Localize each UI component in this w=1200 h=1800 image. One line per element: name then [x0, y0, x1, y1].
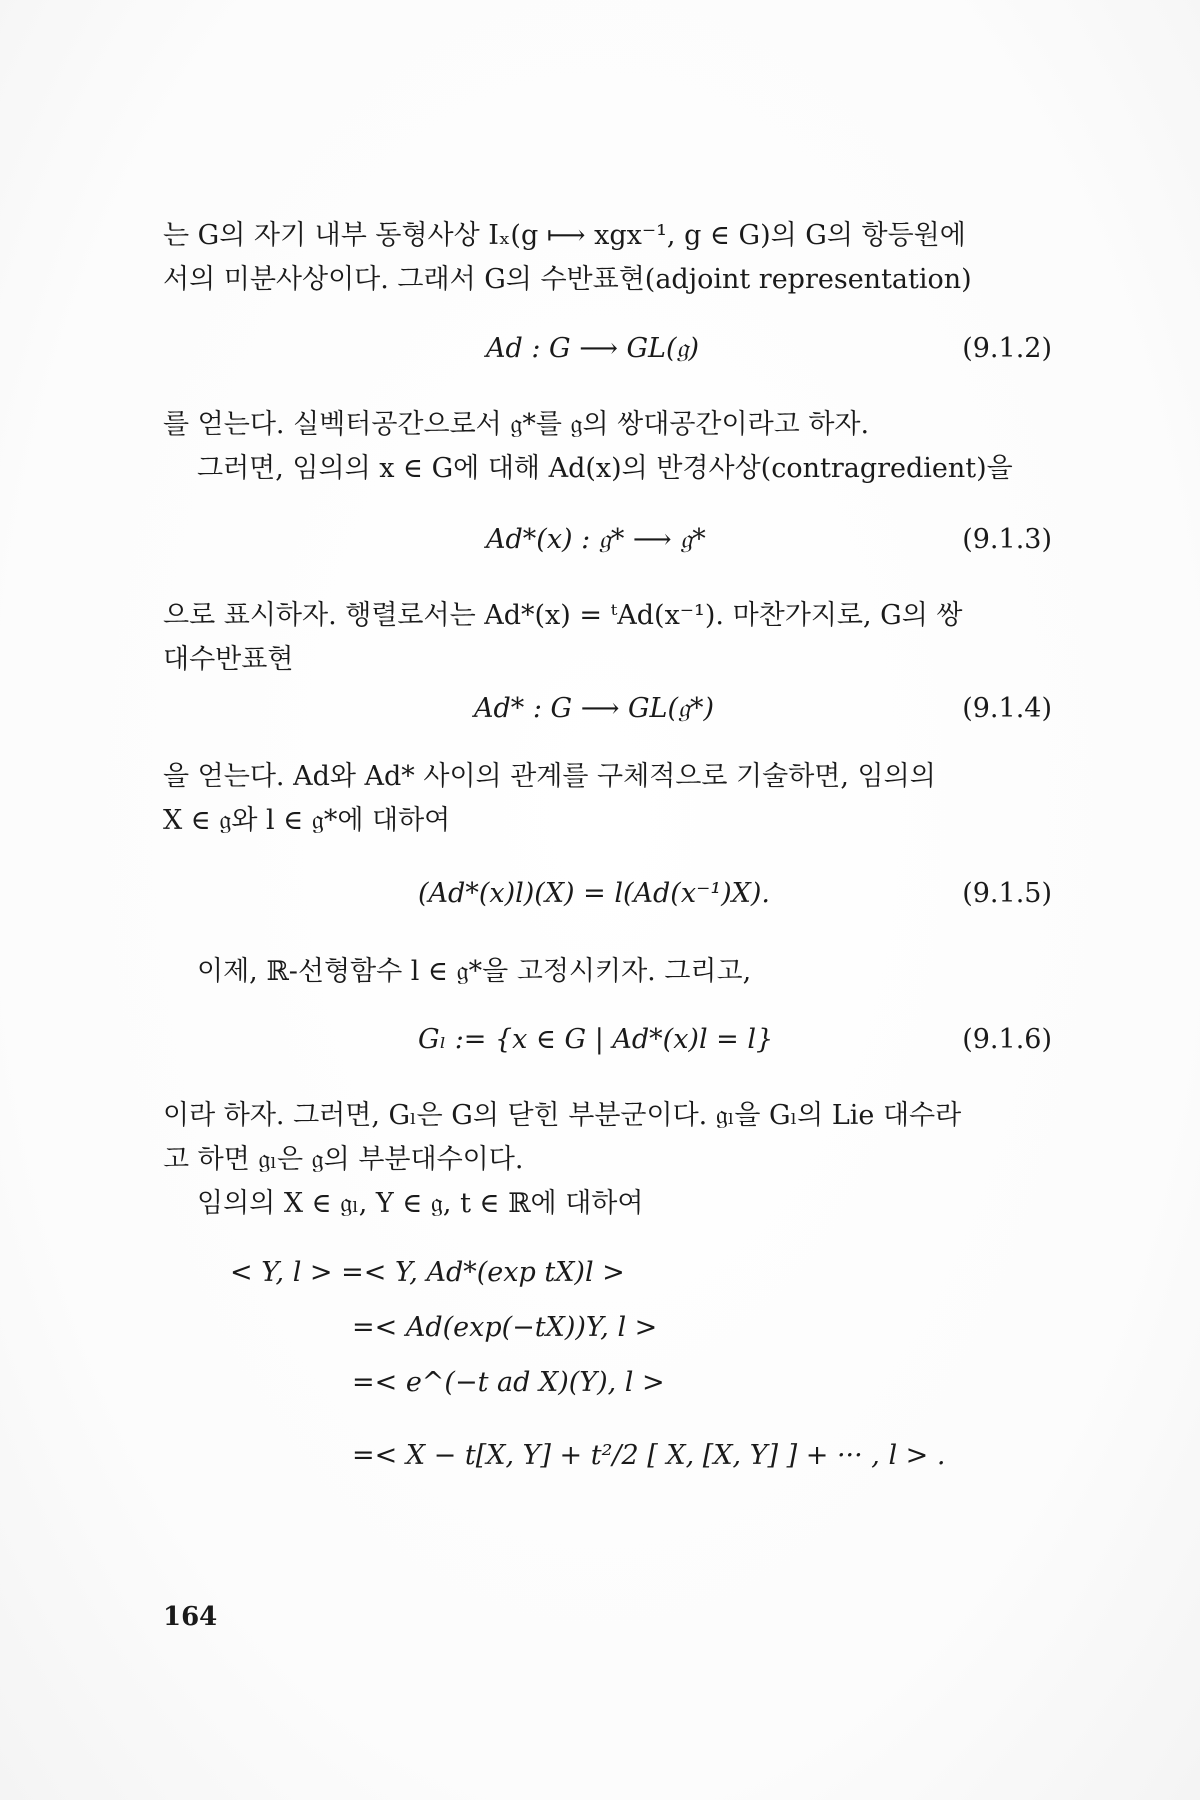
text-line: 으로 표시하자. 행렬로서는 Ad*(x) = ᵗAd(x⁻¹). 마찬가지로, G의 쌍 — [163, 600, 963, 631]
text-line: 이제, ℝ-선형함수 l ∈ 𝔤*을 고정시키자. 그리고, — [197, 956, 752, 987]
text-line: 이라 하자. 그러면, Gₗ은 G의 닫힌 부분군이다. 𝔤ₗ을 Gₗ의 Lie 대수라 — [163, 1100, 962, 1131]
paragraph-2 — [163, 403, 1053, 491]
equation-number: (9.1.4) — [962, 693, 1052, 724]
equation-9-1-5: (Ad*(x)l)(X) = l(Ad(x⁻¹)X). — [418, 878, 771, 909]
equation-9-1-6: Gₗ := {x ∈ G | Ad*(x)l = l} — [418, 1024, 774, 1055]
equation-number: (9.1.6) — [962, 1024, 1052, 1055]
derivation-line-4: =< X − t[X, Y] + t²/2 [ X, [X, Y] ] + ··· , l > . — [352, 1440, 946, 1471]
derivation-line-1: < Y, l > =< Y, Ad*(exp tX)l > — [230, 1257, 625, 1288]
text-line: 대수반표현 — [163, 644, 294, 675]
paragraph-1 — [163, 214, 1053, 302]
equation-9-1-3: Ad*(x) : 𝔤* ⟶ 𝔤* — [486, 524, 706, 555]
text-line: 임의의 X ∈ 𝔤ₗ, Y ∈ 𝔤, t ∈ ℝ에 대하여 — [197, 1188, 644, 1219]
paragraph-3 — [163, 594, 1053, 682]
equation-9-1-4: Ad* : G ⟶ GL(𝔤*) — [474, 693, 715, 724]
equation-number: (9.1.3) — [962, 524, 1052, 555]
text-line: 그러면, 임의의 x ∈ G에 대해 Ad(x)의 반경사상(contragredient)을 — [197, 453, 1013, 484]
text-line: 를 얻는다. 실벡터공간으로서 𝔤*를 𝔤의 쌍대공간이라고 하자. — [163, 409, 870, 440]
equation-9-1-2: Ad : G ⟶ GL(𝔤) — [486, 333, 700, 364]
text-line: 고 하면 𝔤ₗ은 𝔤의 부분대수이다. — [163, 1144, 524, 1175]
equation-number: (9.1.5) — [962, 878, 1052, 909]
paragraph-5 — [163, 950, 1053, 994]
page-number: 164 — [163, 1602, 218, 1632]
text-line: 서의 미분사상이다. 그래서 G의 수반표현(adjoint representation) — [163, 264, 972, 295]
derivation-line-3: =< e^(−t ad X)(Y), l > — [352, 1367, 665, 1398]
derivation-line-2: =< Ad(exp(−tX))Y, l > — [352, 1312, 658, 1343]
text-line: X ∈ 𝔤와 l ∈ 𝔤*에 대하여 — [163, 805, 451, 836]
text-line: 을 얻는다. Ad와 Ad* 사이의 관계를 구체적으로 기술하면, 임의의 — [163, 761, 936, 792]
paragraph-6 — [163, 1094, 1053, 1226]
paragraph-4 — [163, 755, 1053, 843]
equation-number: (9.1.2) — [962, 333, 1052, 364]
text-line: 는 G의 자기 내부 동형사상 Iₓ(g ⟼ xgx⁻¹, g ∈ G)의 G의 항등원에 — [163, 220, 966, 251]
